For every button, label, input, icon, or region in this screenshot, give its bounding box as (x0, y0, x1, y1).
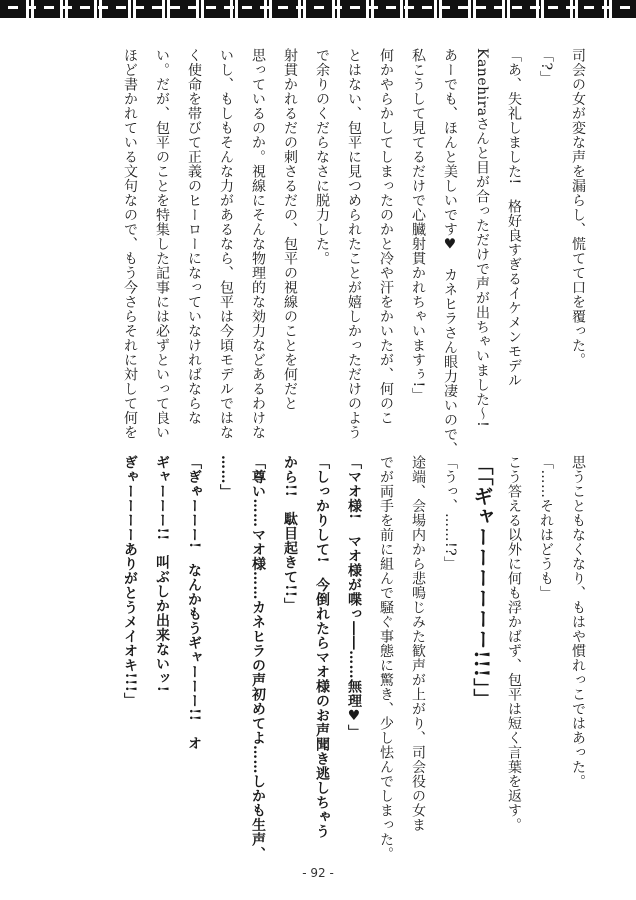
decorative-border (0, 0, 636, 18)
text-line: 思うこともなくなり、もはや慣れっこではあった。 (570, 455, 586, 789)
text-line: から!! 駄目起きて!!」 (282, 455, 298, 613)
text-line: い。だが、包平のことを特集した記事には必ずといって良い (154, 48, 170, 440)
shout-line: 「「ギャーーーーーー!!!」」 (470, 455, 494, 709)
text-line: 司会の女が変な声を漏らし、慌てて口を覆った。 (570, 48, 586, 367)
text-line: 「マオ様! マオ様が喋っ――……無理♥」 (346, 455, 362, 740)
text-line: 「……それはどうも」 (538, 455, 554, 600)
text-line: とはない、包平に見つめられたことが嬉しかっただけのよう (346, 48, 362, 440)
text-line: こう答える以外に何も浮かばず、包平は短く言葉を返す。 (506, 455, 522, 832)
text-line: 「うっ、……!?」 (442, 455, 458, 571)
text-line: でが両手を前に組んで騒ぐ事態に驚き、少し怯んでしまった。 (378, 455, 394, 861)
text-line: で余りのくだらなさに脱力した。 (314, 48, 330, 266)
page-number: - 92 - (302, 866, 334, 880)
text-line: 射貫かれるだの刺さるだの、包平の視線のことを何だと (282, 48, 298, 411)
text-line: 「あ、失礼しました! 格好良すぎるイケメンモデル (506, 48, 522, 388)
text-line: 途端、会場内から悲鳴じみた歓声が上がり、司会役の女ま (410, 455, 426, 832)
text-line: いし、もしもそんな力があるなら、包平は今頃モデルではな (218, 48, 234, 440)
text-line: 「尊い……マオ様……カネヒラの声初めてよ……しかも生声、 (250, 455, 266, 861)
text-line: 「?」 (538, 48, 554, 86)
text-line: ぎゃーーーーありがとうメイオキ!!!」 (122, 455, 138, 707)
text-line: ほど書かれている文句なので、もう今さらそれに対して何を (122, 48, 138, 440)
text-line: 「ぎゃーーー! なんかもうギャーーー!! オ (186, 455, 202, 751)
text-line: ギャーーー!! 叫ぶしか出来ないッ! (154, 455, 170, 693)
text-line: あーでも、ほんと美しいです♥ カネヒラさん眼力凄いので、 (442, 48, 458, 456)
text-line: 「しっかりして! 今倒れたらマオ様のお声聞き逃しちゃう (314, 455, 330, 839)
text-line: く使命を帯びて正義のヒーローになっていなければならな (186, 48, 202, 425)
text-line: 何かやらかしてしまったのかと冷や汗をかいたが、何のこ (378, 48, 394, 425)
text-line: 私こうして見てるだけで心臓射貫かれちゃいますぅ!」 (410, 48, 426, 403)
text-line: Kanehiraさんと目が合っただけで声が出ちゃいました～! (474, 48, 490, 428)
text-block-bottom (114, 455, 594, 861)
text-block-top (114, 48, 594, 456)
text-line: ……」 (218, 455, 234, 499)
text-line: 思っているのか。視線にそんな物理的な効力などあるわけな (250, 48, 266, 440)
